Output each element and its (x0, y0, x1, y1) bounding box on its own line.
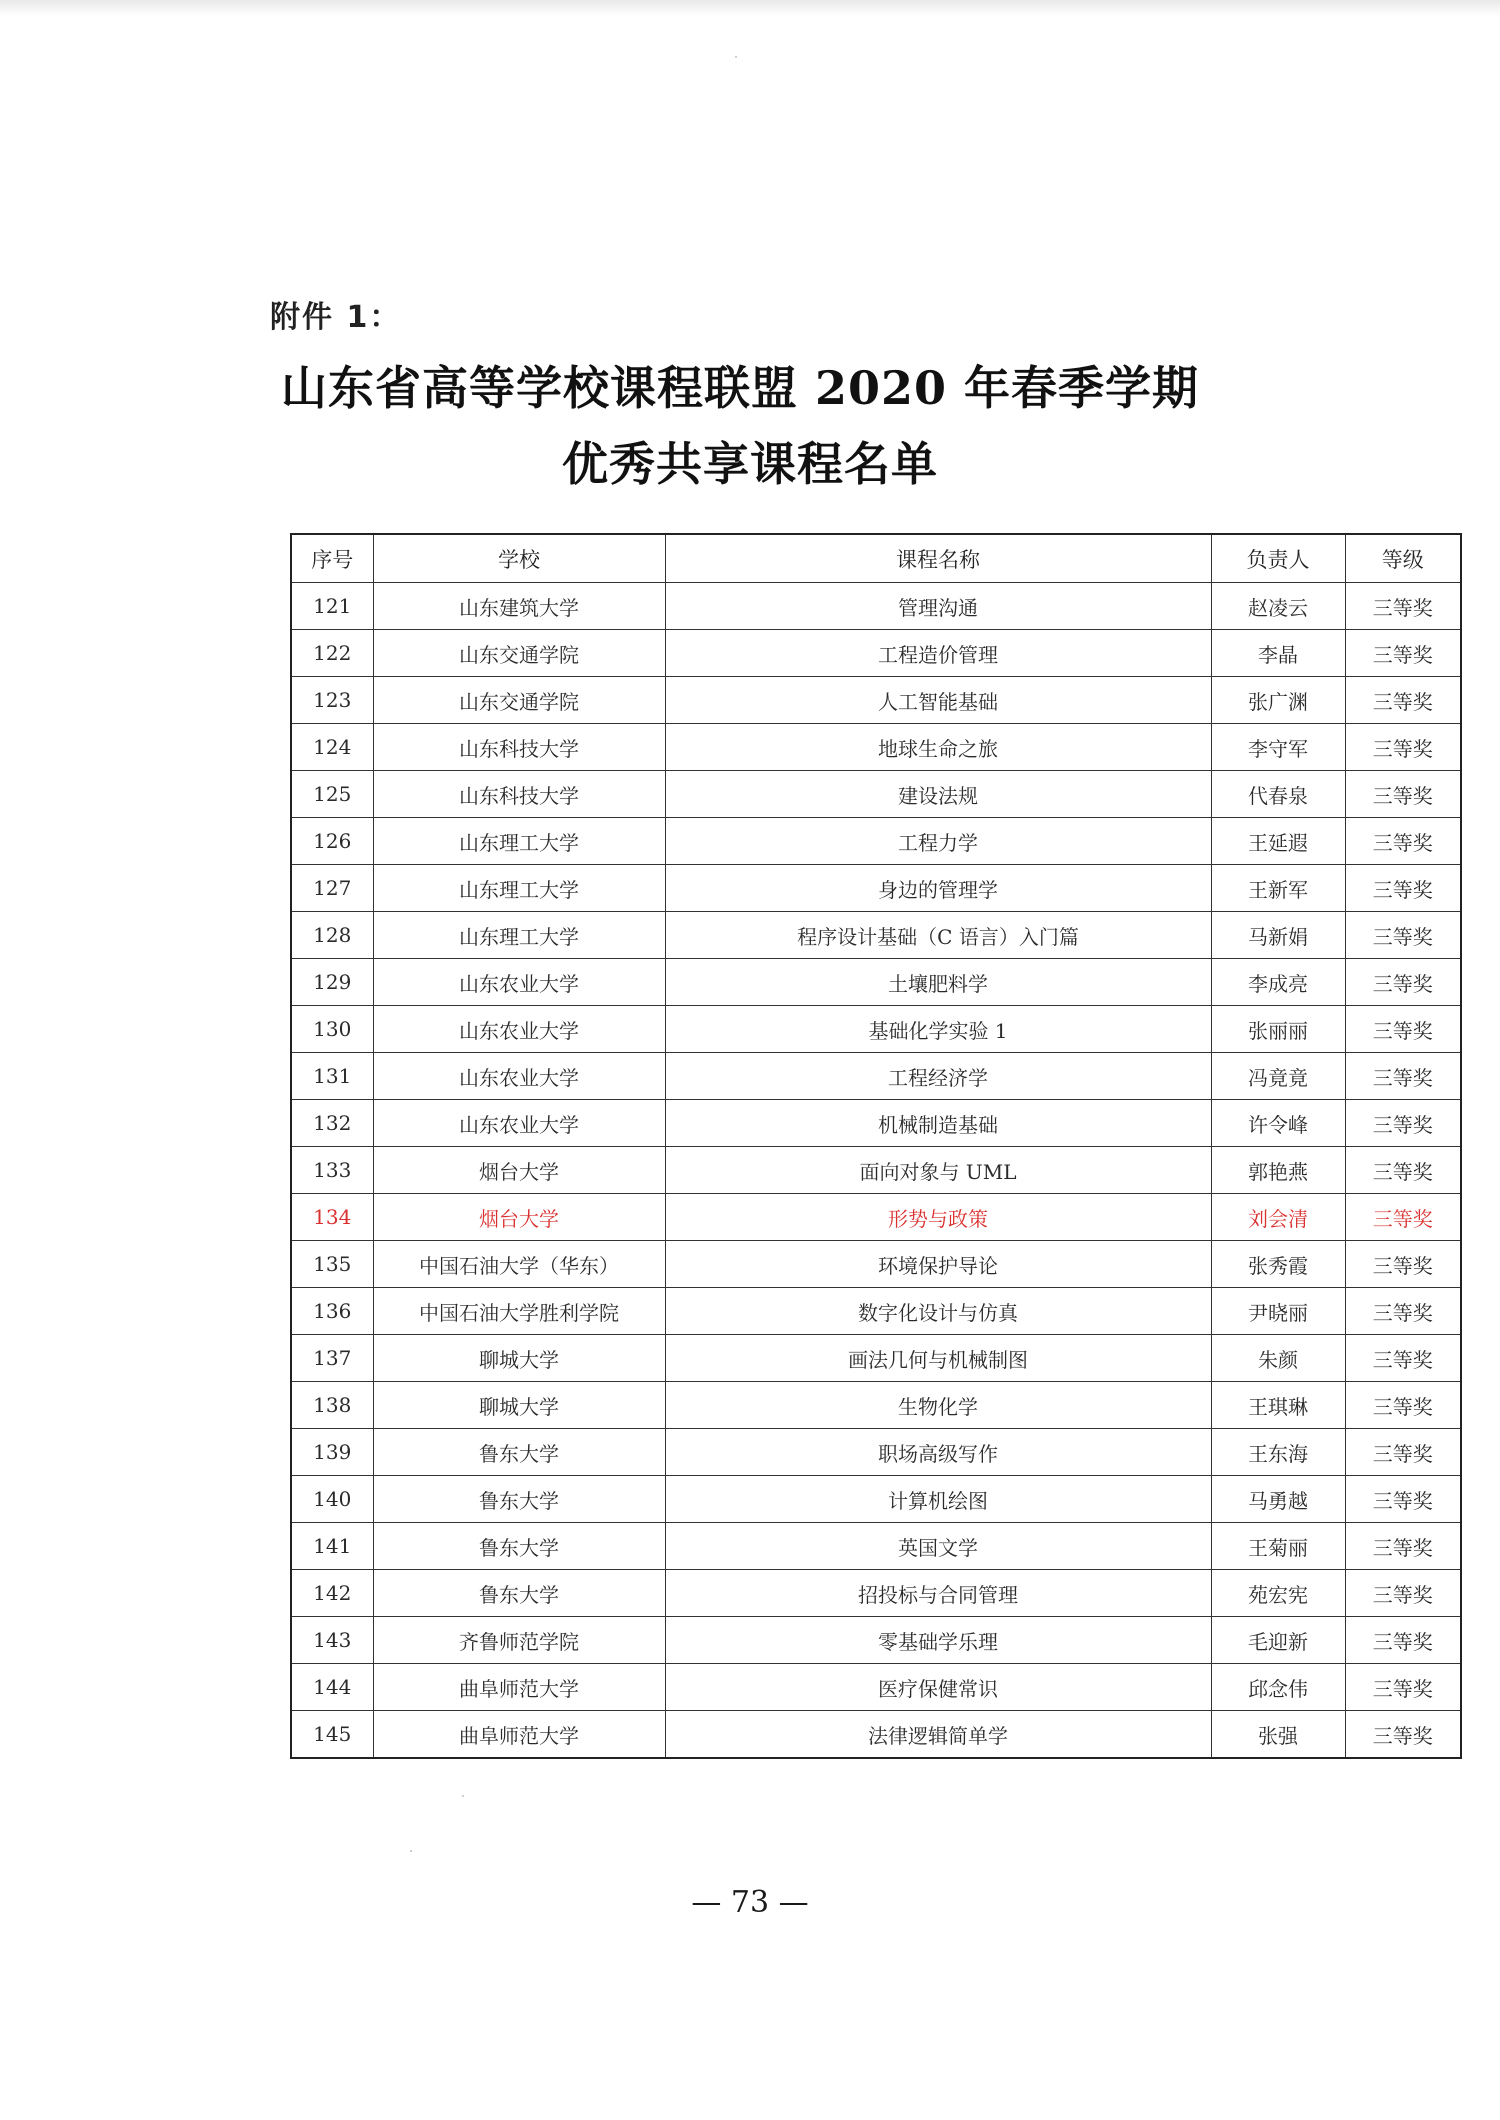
cell-number: 140 (291, 1476, 373, 1523)
cell-school: 鲁东大学 (373, 1476, 665, 1523)
cell-level: 三等奖 (1345, 1100, 1461, 1147)
cell-number: 128 (291, 912, 373, 959)
cell-number: 125 (291, 771, 373, 818)
cell-lead: 王新军 (1211, 865, 1345, 912)
cell-number: 138 (291, 1382, 373, 1429)
scan-speck (462, 1795, 464, 1797)
cell-level: 三等奖 (1345, 1382, 1461, 1429)
cell-level: 三等奖 (1345, 1241, 1461, 1288)
table-row (291, 724, 1461, 771)
cell-course-name: 形势与政策 (665, 1194, 1211, 1241)
table-row (291, 1335, 1461, 1382)
cell-course-name: 招投标与合同管理 (665, 1570, 1211, 1617)
cell-lead: 邱念伟 (1211, 1664, 1345, 1711)
cell-lead: 张强 (1211, 1711, 1345, 1759)
cell-school: 山东科技大学 (373, 771, 665, 818)
cell-level: 三等奖 (1345, 1664, 1461, 1711)
cell-level: 三等奖 (1345, 1006, 1461, 1053)
cell-lead: 苑宏宪 (1211, 1570, 1345, 1617)
cell-course-name: 建设法规 (665, 771, 1211, 818)
table-row (291, 912, 1461, 959)
cell-number: 135 (291, 1241, 373, 1288)
cell-level: 三等奖 (1345, 1711, 1461, 1759)
cell-level: 三等奖 (1345, 912, 1461, 959)
cell-lead: 冯竟竟 (1211, 1053, 1345, 1100)
cell-level: 三等奖 (1345, 1617, 1461, 1664)
cell-school: 山东交通学院 (373, 677, 665, 724)
cell-level: 三等奖 (1345, 1147, 1461, 1194)
cell-level: 三等奖 (1345, 1570, 1461, 1617)
cell-number: 143 (291, 1617, 373, 1664)
header-lead: 负责人 (1211, 534, 1345, 583)
cell-number: 136 (291, 1288, 373, 1335)
cell-number: 132 (291, 1100, 373, 1147)
header-school: 学校 (373, 534, 665, 583)
cell-level: 三等奖 (1345, 630, 1461, 677)
table-row (291, 1006, 1461, 1053)
cell-school: 鲁东大学 (373, 1570, 665, 1617)
cell-number: 123 (291, 677, 373, 724)
cell-course-name: 管理沟通 (665, 583, 1211, 630)
document-title-line1: 山东省高等学校课程联盟 2020 年春季学期 (280, 361, 1200, 415)
cell-lead: 郭艳燕 (1211, 1147, 1345, 1194)
cell-course-name: 生物化学 (665, 1382, 1211, 1429)
cell-lead: 刘会清 (1211, 1194, 1345, 1241)
header-level: 等级 (1345, 534, 1461, 583)
cell-course-name: 程序设计基础（C 语言）入门篇 (665, 912, 1211, 959)
table-row (291, 959, 1461, 1006)
cell-school: 中国石油大学胜利学院 (373, 1288, 665, 1335)
cell-lead: 朱颜 (1211, 1335, 1345, 1382)
cell-school: 山东农业大学 (373, 1006, 665, 1053)
cell-lead: 代春泉 (1211, 771, 1345, 818)
cell-course-name: 数字化设计与仿真 (665, 1288, 1211, 1335)
cell-level: 三等奖 (1345, 583, 1461, 630)
cell-number: 129 (291, 959, 373, 1006)
table-row (291, 583, 1461, 630)
cell-lead: 王菊丽 (1211, 1523, 1345, 1570)
table-row (291, 865, 1461, 912)
cell-course-name: 法律逻辑简单学 (665, 1711, 1211, 1759)
cell-course-name: 土壤肥料学 (665, 959, 1211, 1006)
cell-school: 鲁东大学 (373, 1429, 665, 1476)
cell-school: 鲁东大学 (373, 1523, 665, 1570)
cell-number: 145 (291, 1711, 373, 1759)
cell-school: 聊城大学 (373, 1382, 665, 1429)
table-row (291, 1100, 1461, 1147)
cell-course-name: 画法几何与机械制图 (665, 1335, 1211, 1382)
cell-level: 三等奖 (1345, 1476, 1461, 1523)
cell-course-name: 英国文学 (665, 1523, 1211, 1570)
cell-course-name: 工程造价管理 (665, 630, 1211, 677)
cell-school: 齐鲁师范学院 (373, 1617, 665, 1664)
cell-level: 三等奖 (1345, 1429, 1461, 1476)
cell-school: 山东理工大学 (373, 912, 665, 959)
cell-number: 127 (291, 865, 373, 912)
document-title-line2: 优秀共享课程名单 (562, 437, 938, 491)
cell-number: 122 (291, 630, 373, 677)
cell-number: 144 (291, 1664, 373, 1711)
cell-level: 三等奖 (1345, 1335, 1461, 1382)
cell-lead: 许令峰 (1211, 1100, 1345, 1147)
cell-number: 142 (291, 1570, 373, 1617)
cell-school: 曲阜师范大学 (373, 1711, 665, 1759)
cell-level: 三等奖 (1345, 1288, 1461, 1335)
cell-number: 133 (291, 1147, 373, 1194)
cell-school: 中国石油大学（华东） (373, 1241, 665, 1288)
cell-level: 三等奖 (1345, 865, 1461, 912)
cell-course-name: 工程经济学 (665, 1053, 1211, 1100)
cell-number: 134 (291, 1194, 373, 1241)
table-row (291, 1429, 1461, 1476)
table-row (291, 1664, 1461, 1711)
cell-lead: 李守军 (1211, 724, 1345, 771)
cell-school: 山东农业大学 (373, 1100, 665, 1147)
table-row (291, 677, 1461, 724)
table-row (291, 1523, 1461, 1570)
cell-number: 126 (291, 818, 373, 865)
table-row (291, 771, 1461, 818)
cell-level: 三等奖 (1345, 1194, 1461, 1241)
scan-speck (410, 1850, 412, 1852)
header-course-name: 课程名称 (665, 534, 1211, 583)
cell-school: 山东理工大学 (373, 865, 665, 912)
cell-lead: 李晶 (1211, 630, 1345, 677)
course-list-table (290, 533, 1462, 1759)
cell-course-name: 零基础学乐理 (665, 1617, 1211, 1664)
cell-level: 三等奖 (1345, 677, 1461, 724)
cell-course-name: 地球生命之旅 (665, 724, 1211, 771)
page-number: — 73 — (691, 1885, 809, 1920)
cell-school: 曲阜师范大学 (373, 1664, 665, 1711)
cell-lead: 张秀霞 (1211, 1241, 1345, 1288)
table-row (291, 1570, 1461, 1617)
cell-school: 山东科技大学 (373, 724, 665, 771)
table-row (291, 1194, 1461, 1241)
cell-school: 山东理工大学 (373, 818, 665, 865)
cell-course-name: 人工智能基础 (665, 677, 1211, 724)
table-row (291, 1147, 1461, 1194)
cell-number: 130 (291, 1006, 373, 1053)
cell-lead: 王延遐 (1211, 818, 1345, 865)
cell-number: 131 (291, 1053, 373, 1100)
cell-school: 山东建筑大学 (373, 583, 665, 630)
cell-number: 139 (291, 1429, 373, 1476)
table-row (291, 1241, 1461, 1288)
cell-lead: 马新娟 (1211, 912, 1345, 959)
table-row (291, 1288, 1461, 1335)
cell-lead: 王琪琳 (1211, 1382, 1345, 1429)
table-header-row (291, 534, 1461, 583)
cell-course-name: 职场高级写作 (665, 1429, 1211, 1476)
table-row (291, 1711, 1461, 1759)
table-row (291, 1476, 1461, 1523)
cell-lead: 马勇越 (1211, 1476, 1345, 1523)
cell-number: 124 (291, 724, 373, 771)
table-row (291, 630, 1461, 677)
cell-course-name: 医疗保健常识 (665, 1664, 1211, 1711)
cell-lead: 王东海 (1211, 1429, 1345, 1476)
cell-level: 三等奖 (1345, 1523, 1461, 1570)
table-row (291, 1053, 1461, 1100)
table-body (291, 583, 1461, 1759)
cell-level: 三等奖 (1345, 959, 1461, 1006)
cell-school: 聊城大学 (373, 1335, 665, 1382)
cell-course-name: 机械制造基础 (665, 1100, 1211, 1147)
cell-school: 山东农业大学 (373, 1053, 665, 1100)
cell-level: 三等奖 (1345, 1053, 1461, 1100)
cell-number: 121 (291, 583, 373, 630)
cell-school: 烟台大学 (373, 1147, 665, 1194)
table-row (291, 1617, 1461, 1664)
cell-lead: 尹晓丽 (1211, 1288, 1345, 1335)
scan-edge-shadow (0, 0, 1500, 16)
cell-number: 141 (291, 1523, 373, 1570)
cell-course-name: 环境保护导论 (665, 1241, 1211, 1288)
cell-level: 三等奖 (1345, 771, 1461, 818)
cell-lead: 赵凌云 (1211, 583, 1345, 630)
cell-course-name: 工程力学 (665, 818, 1211, 865)
cell-course-name: 计算机绘图 (665, 1476, 1211, 1523)
cell-number: 137 (291, 1335, 373, 1382)
cell-lead: 张丽丽 (1211, 1006, 1345, 1053)
cell-school: 烟台大学 (373, 1194, 665, 1241)
scan-speck (735, 56, 737, 58)
cell-course-name: 身边的管理学 (665, 865, 1211, 912)
cell-school: 山东交通学院 (373, 630, 665, 677)
attachment-label: 附件 1： (270, 300, 402, 335)
cell-level: 三等奖 (1345, 724, 1461, 771)
cell-level: 三等奖 (1345, 818, 1461, 865)
cell-course-name: 面向对象与 UML (665, 1147, 1211, 1194)
cell-lead: 李成亮 (1211, 959, 1345, 1006)
table-row (291, 818, 1461, 865)
table-row (291, 1382, 1461, 1429)
cell-course-name: 基础化学实验 1 (665, 1006, 1211, 1053)
cell-school: 山东农业大学 (373, 959, 665, 1006)
header-number: 序号 (291, 534, 373, 583)
cell-lead: 毛迎新 (1211, 1617, 1345, 1664)
cell-lead: 张广渊 (1211, 677, 1345, 724)
